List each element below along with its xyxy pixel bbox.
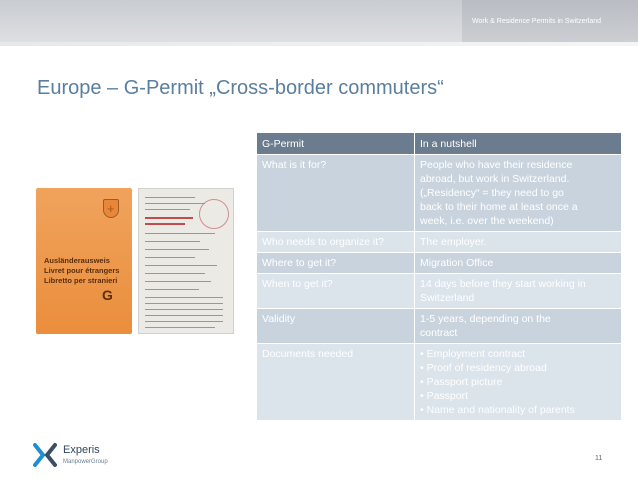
value-line: contract [420,327,458,339]
table-row-label: Where to get it? [257,253,415,274]
table-row-label: When to get it? [257,274,415,309]
table-row [257,274,621,309]
value-line: People who have their residence [420,159,573,171]
value-line: 14 days before they start working in [420,278,586,290]
table-header-cell: G-Permit [257,133,415,155]
value-line: („Residency“ = they need to go [420,187,564,199]
table-row-value [415,309,621,344]
table-row-value [415,344,621,421]
experis-x-icon [33,442,57,468]
table-row-value [415,232,621,253]
permit-card-title-line: Ausländerausweis [44,256,110,265]
table-row-label: Who needs to organize it? [257,232,415,253]
value-line: abroad, but work in Switzerland. [420,173,570,185]
value-line: • Passport [420,390,469,402]
top-bar-band [0,42,638,46]
swiss-crest-icon [103,199,119,218]
table-row-value [415,253,621,274]
permit-card-image [36,188,132,334]
table-row-label: What is it for? [257,155,415,232]
table-row [257,253,621,274]
table-row [257,155,621,232]
value-line: • Proof of residency abroad [420,362,547,374]
table-header-cell: In a nutshell [415,133,621,155]
permit-table [257,133,621,421]
value-line: • Name and nationality of parents [420,404,575,416]
table-row-value [415,274,621,309]
value-line: back to their home at least once a [420,201,578,213]
permit-card-title [44,256,130,286]
permit-card-letter: G [102,287,113,303]
slide-title: Europe – G-Permit „Cross-border commuters“ [37,77,444,99]
table-header-row [257,133,621,155]
permit-card-title-line: Livret pour étrangers [44,266,120,275]
logo-name: Experis [63,444,100,456]
value-line: Switzerland [420,292,475,304]
table-row-label: Validity [257,309,415,344]
value-line: • Passport picture [420,376,503,388]
experis-logo [27,440,137,472]
value-line: • Employment contract [420,348,526,360]
value-line: 1-5 years, depending on the [420,313,551,325]
page-number: 11 [595,455,603,462]
header-caption: Work & Residence Permits in Switzerland [472,18,602,25]
permit-document-image [138,188,234,334]
value-line: week, i.e. over the weekend) [420,215,554,227]
table-row [257,309,621,344]
table-row-value [415,155,621,232]
logo-subtitle: ManpowerGroup [63,459,108,465]
value-line: Migration Office [420,257,494,269]
table-row-label: Documents needed [257,344,415,421]
table-row [257,232,621,253]
table-row [257,344,621,421]
value-line: The employer. [420,236,487,248]
permit-card-title-line: Libretto per stranieri [44,276,118,285]
